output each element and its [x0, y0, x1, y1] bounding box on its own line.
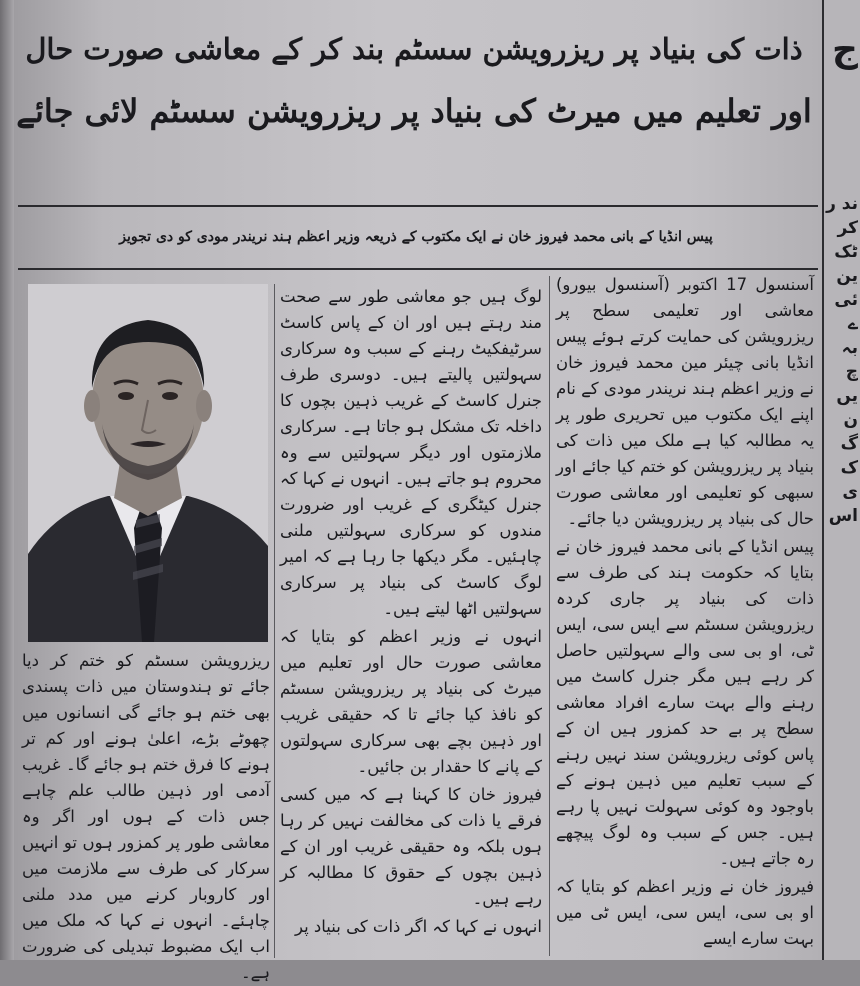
adjacent-text-fragment: ے — [848, 314, 858, 334]
adjacent-article-strip — [822, 0, 860, 960]
article-paragraph: انہوں نے وزیر اعظم کو بتایا کہ معاشی صورت حال اور تعلیم میں میرٹ کی بنیاد پر ریزرویشن سسٹم کو نافذ کیا جائے تا کہ حقیقی غریب اور ذہین بچے بھی سرکاری سہولتوں کے پانے کا حقدار بن جائیں۔ — [280, 627, 542, 776]
article-paragraph: ریزرویشن سسٹم کو ختم کر دیا جائے تو ہندوستان میں ذات پسندی بھی ختم ہو جائے گی انسانوں میں چھوٹے بڑے، اعلیٰ ہونے اور کم تر ہونے کا فرق ختم ہو جائے گا۔ غریب آدمی اور ذہین طالب علم چاہے جس ذات کے ہوں اور اگر وہ معاشی طور پر کمزور ہوں تو انہیں سرکار کی طرف سے ملازمت میں اور کاروبار کرنے میں مدد ملنی چاہئے۔ انہوں نے کہا کہ ملک میں اب ایک مضبوط تبدیلی کی ضرورت ہے۔ — [22, 651, 270, 982]
adjacent-text-fragment: ئی — [834, 290, 858, 310]
article-paragraph: آسنسول 17 اکتوبر (آسنسول بیورو) معاشی اور تعلیمی سطح پر ریزرویشن کی حمایت کرتے ہوئے پیس انڈیا بانی چیئر مین محمد فیروز خان نے وزیر اعظم ہند نریندر مودی کے نام اپنے ایک مکتوب میں تحریری طور پر یہ مطالبہ کیا ہے ملک میں ذات کی بنیاد پر ریزرویشن کو ختم کیا جائے اور سبھی کو تعلیمی اور معاشی صورت حال کی بنیاد پر ریزرویشن دیا جائے۔ — [556, 275, 814, 528]
article-column-middle — [280, 284, 542, 958]
subheadline: پیس انڈیا کے بانی محمد فیروز خان نے ایک مکتوب کے ذریعہ وزیر اعظم ہند نریندر مودی کو دی تجویز — [119, 229, 713, 245]
article-paragraph: فیروز خان کا کہنا ہے کہ میں کسی فرقے یا ذات کی مخالفت نہیں کر رہا ہوں بلکہ وہ حقیقی غریب اور ان کے ذہین بچوں کے حقوق کا مطالبہ کر رہے ہیں۔ — [280, 785, 542, 908]
adjacent-text-fragment: اس — [828, 506, 858, 526]
headline-line-1: ذات کی بنیاد پر ریزرویشن سسٹم بند کر کے معاشی صورت حال — [25, 32, 803, 66]
adjacent-text-fragment: بہ — [841, 338, 858, 358]
adjacent-text-fragment: چ — [845, 362, 858, 382]
article-paragraph: پیس انڈیا کے بانی محمد فیروز خان نے بتایا کہ حکومت ہند کی طرف سے ذات کی بنیاد پر جاری کردہ ریزرویشن سسٹم سے ایس سی، ایس ٹی، او بی سی والے سہولتیں حاصل کر رہے ہیں مگر جنرل کاسٹ میں رہنے والے بہت سارے افراد معاشی سطح پر بے حد کمزور ہیں ان کے پاس کوئی ریزرویشن سند نہیں رہنے کے سبب تعلیم میں ذہین ہونے کے باوجود وہ کوئی سہولت نہیں پا رہے ہیں۔ جس کے سبب وہ لوگ پیچھے رہ جاتے ہیں۔ — [556, 537, 814, 868]
portrait-illustration — [28, 284, 268, 642]
article-column-left — [22, 648, 270, 982]
column-divider — [549, 276, 550, 956]
adjacent-text-fragment: گ — [840, 434, 858, 454]
adjacent-text-fragment: ند ر — [826, 194, 858, 214]
article-paragraph: انہوں نے کہا کہ اگر ذات کی بنیاد پر — [294, 917, 542, 936]
adjacent-text-fragment: یں — [836, 386, 858, 406]
headline-line-2: اور تعلیم میں میرٹ کی بنیاد پر ریزرویشن سسٹم لائی جائے — [16, 92, 812, 130]
article-paragraph: فیروز خان نے وزیر اعظم کو بتایا کہ او بی سی، ایس سی، ایس ٹی میں بہت سارے ایسے — [556, 877, 814, 948]
adjacent-text-fragment: ک — [840, 458, 858, 478]
adjacent-text-fragment: ی — [842, 482, 858, 502]
adjacent-text-fragment: کر — [837, 218, 858, 238]
subhead-divider — [18, 268, 818, 270]
adjacent-text-fragment: ن — [843, 410, 858, 430]
headline-divider — [18, 205, 818, 207]
portrait-photo — [28, 284, 268, 642]
article-paragraph: لوگ ہیں جو معاشی طور سے صحت مند رہتے ہیں اور ان کے پاس کاسٹ سرٹیفکیٹ رہنے کے سبب وہ سرکاری سہولتیں پالیتے ہیں۔ دوسری طرف جنرل کاسٹ کے غریب ذہین بچوں کا داخلہ تک مشکل ہو جاتا ہے۔ سرکاری ملازمتوں اور دیگر سہولتیں سے وہ محروم ہو جاتے ہیں۔ انہوں نے کہا کہ جنرل کیٹگری کے غریب اور ضرورت مندوں کو سرکاری سہولتیں ملنی چاہئیں۔ مگر دیکھا جا رہا ہے کہ امیر لوگ کاسٹ کی بنیاد پر سرکاری سہولتیں اٹھا لیتے ہیں۔ — [280, 287, 542, 618]
photo-column-divider — [274, 284, 275, 958]
page-fold-shadow — [0, 0, 14, 960]
adjacent-headline-fragment: ج — [832, 29, 858, 70]
article-column-right — [556, 272, 814, 958]
adjacent-text-fragment: ٹک — [834, 242, 858, 262]
headline — [14, 18, 814, 198]
adjacent-text-fragment: ین — [836, 266, 858, 286]
